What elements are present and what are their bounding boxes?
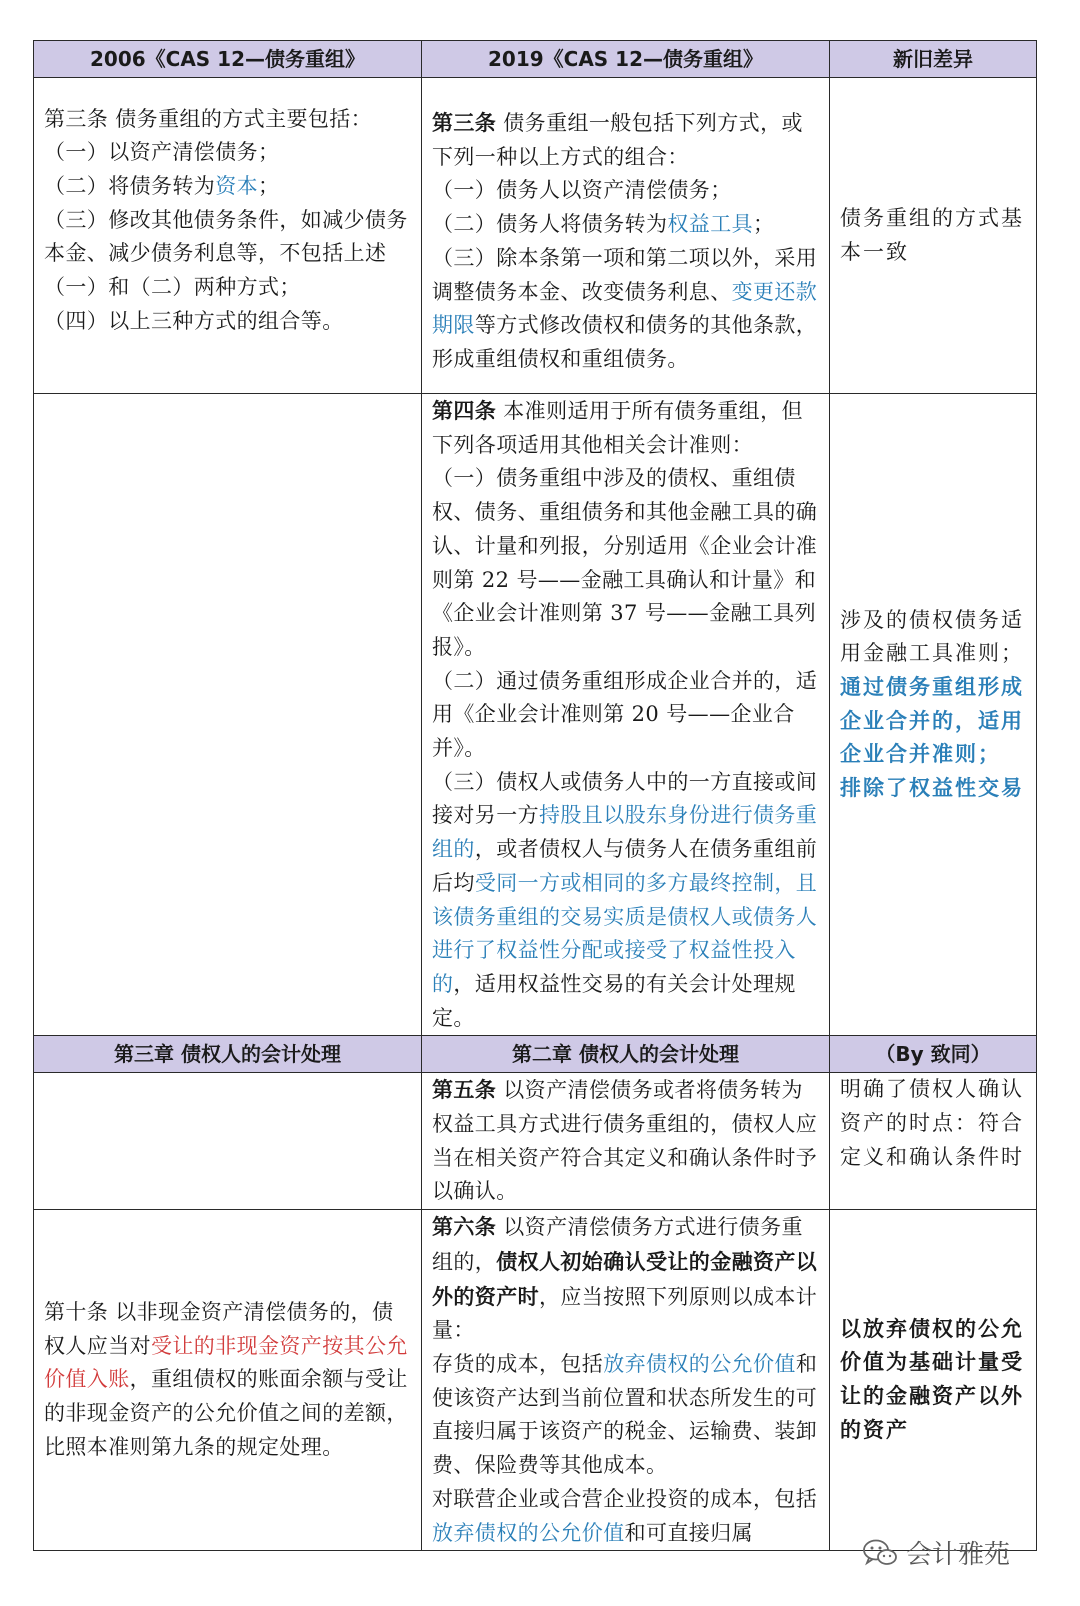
old-empty-cell [34, 394, 422, 1036]
highlight-initial-recognition: 债权人初始确认受让的金融资产以外的资产时 [432, 1248, 818, 1309]
header-2006: 2006《CAS 12—债务重组》 [34, 41, 422, 78]
table-row [34, 78, 1037, 394]
article-label: 第六条 [432, 1214, 497, 1240]
chapter-header-row [34, 1036, 1037, 1073]
old-article-10-cell: 第十条 以非现金资产清偿债务的，债权人应当对受让的非现金资产按其公允价值入账，重组债权的账面余额与受让的非现金资产的公允价值之间的差额，比照本准则第九条的规定处理。 [34, 1210, 422, 1551]
old-article-3-cell [34, 78, 422, 394]
diff-cell-2 [830, 394, 1037, 1036]
article-label: 第三条 [432, 110, 497, 135]
watermark-text: 会计雅苑 [906, 1540, 1011, 1570]
new-art6-investment: 对联营企业或合营企业投资的成本，包括放弃债权的公允价值和可直接归属 [432, 1486, 818, 1545]
new-article-6-cell: 第六条 以资产清偿债务方式进行债务重组的，债权人初始确认受让的金融资产以外的资产时，应当按照下列原则以成本计量： 存货的成本，包括放弃债权的公允价值和使该资产达到当前位置和状态所发生的可直接归属于该资产的税金、运输费、装卸费、保险费等其他成本。 对联营企业或合营企业投资的成本，包括放弃债权的公允价值和可直接归属 [422, 1210, 830, 1551]
highlight-capital: 资本 [215, 173, 259, 198]
new-art4-item3: （三）债权人或债务人中的一方直接或间接对另一方持股且以股东身份进行债务重组的，或者债权人与债务人在债务重组前后均受同一方或相同的多方最终控制，且该债务重组的交易实质是债权人或债务人进行了权益性分配或接受了权益性投入的，适用权益性交易的有关会计处理规定。 [432, 769, 818, 1030]
diff2-financial: 涉及的债权债务适用金融工具准则； [840, 607, 1024, 666]
diff2-equity: 排除了权益性交易 [840, 776, 1024, 801]
article-label: 第四条 [432, 398, 497, 423]
chapter-new: 第二章 债权人的会计处理 [422, 1036, 830, 1073]
table-header-row [34, 41, 1037, 78]
new-art3-item1: （一）债务人以资产清偿债务； [432, 178, 732, 203]
new-article-4-cell: 第四条 本准则适用于所有债务重组，但下列各项适用其他相关会计准则： （一）债务重组中涉及的债权、重组债权、债务、重组债务和其他金融工具的确认、计量和列报，分别适用《企业会计准则第 22 号——金融工具确认和计量》和《企业会计准则第 37 号——金融工具列报》。 （二）通过债务重组形成企业合并的，适用《企业会计准则第 20 号——企业合并》。 （三）债权人或债务人中的一方直接或间接对另一方持股且以股东身份进行债务重组的，或者债权人与债务人在债务重组前后均受同一方或相同的多方最终控制，且该债务重组的交易实质是债权人或债务人进行了权益性分配或接受了权益性投入的，适用权益性交易的有关会计处理规定。 [422, 394, 830, 1036]
highlight-fair-value-entry: 受让的非现金资产按其公允价值入账 [44, 1333, 408, 1392]
table-row [34, 1073, 1037, 1210]
diff-cell-3: 明确了债权人确认资产的时点：符合定义和确认条件时 [830, 1073, 1037, 1210]
old-art3-item4: （四）以上三种方式的组合等。 [44, 308, 344, 333]
comparison-table [33, 40, 1037, 1551]
article-label: 第五条 [432, 1077, 497, 1103]
highlight-equity-instrument: 权益工具 [667, 212, 754, 237]
table-row [34, 1210, 1037, 1551]
header-diff: 新旧差异 [830, 41, 1037, 78]
old-art3-item2: （二）将债务转为资本； [44, 173, 280, 198]
old-empty-cell [34, 1073, 422, 1210]
chapter-source: （By 致同） [830, 1036, 1037, 1073]
watermark [862, 1534, 1010, 1571]
wechat-icon [862, 1538, 898, 1568]
new-art3-item2: （二）债务人将债务转为权益工具； [432, 212, 775, 237]
new-art4-item1: （一）债务重组中涉及的债权、重组债权、债务、重组债务和其他金融工具的确认、计量和列报，分别适用《企业会计准则第 22 号——金融工具确认和计量》和《企业会计准则第 37 号——金融工具列报》。 [432, 466, 818, 659]
old-art3-item3: （三）修改其他债务条件，如减少债务本金、减少债务利息等，不包括上述（一）和（二）两种方式； [44, 207, 408, 300]
diff-cell-4: 以放弃债权的公允价值为基础计量受让的金融资产以外的资产 [830, 1210, 1037, 1551]
new-article-3-cell: 第三条 债务重组一般包括下列方式，或下列一种以上方式的组合： （一）债务人以资产清偿债务； （二）债务人将债务转为权益工具； （三）除本条第一项和第二项以外，采用调整债务本金、改变债务利息、变更还款期限等方式修改债权和债务的其他条款，形成重组债权和重组债务。 [422, 78, 830, 394]
highlight-common-control: 受同一方或相同的多方最终控制，且该债务重组的交易实质是债权人或债务人进行了权益性分配或接受了权益性投入的 [432, 870, 818, 996]
highlight-shareholder: 持股且以股东身份进行债务重组的 [432, 803, 818, 862]
highlight-fair-value-abandoned: 放弃债权的公允价值 [432, 1520, 625, 1545]
header-2019: 2019《CAS 12—债务重组》 [422, 41, 830, 78]
table-row [34, 394, 1037, 1036]
highlight-change-repayment: 变更还款期限 [432, 279, 818, 338]
diff-cell-1: 债务重组的方式基本一致 [830, 78, 1037, 394]
diff2-merger: 通过债务重组形成企业合并的，适用企业合并准则； [840, 674, 1024, 767]
new-article-5-cell: 第五条 以资产清偿债务或者将债务转为权益工具方式进行债务重组的，债权人应当在相关资产符合其定义和确认条件时予以确认。 [422, 1073, 830, 1210]
new-art6-inventory: 存货的成本，包括放弃债权的公允价值和使该资产达到当前位置和状态所发生的可直接归属于该资产的税金、运输费、装卸费、保险费等其他成本。 [432, 1351, 818, 1478]
old-art3-item1: （一）以资产清偿债务； [44, 140, 280, 165]
new-art4-item2: （二）通过债务重组形成企业合并的，适用《企业会计准则第 20 号——企业合并》。 [432, 668, 818, 761]
new-art3-item3: （三）除本条第一项和第二项以外，采用调整债务本金、改变债务利息、变更还款期限等方式修改债权和债务的其他条款，形成重组债权和重组债务。 [432, 245, 818, 371]
highlight-fair-value-abandoned: 放弃债权的公允价值 [603, 1351, 796, 1376]
chapter-old: 第三章 债权人的会计处理 [34, 1036, 422, 1073]
old-art3-line: 第三条 债务重组的方式主要包括： [44, 106, 373, 131]
